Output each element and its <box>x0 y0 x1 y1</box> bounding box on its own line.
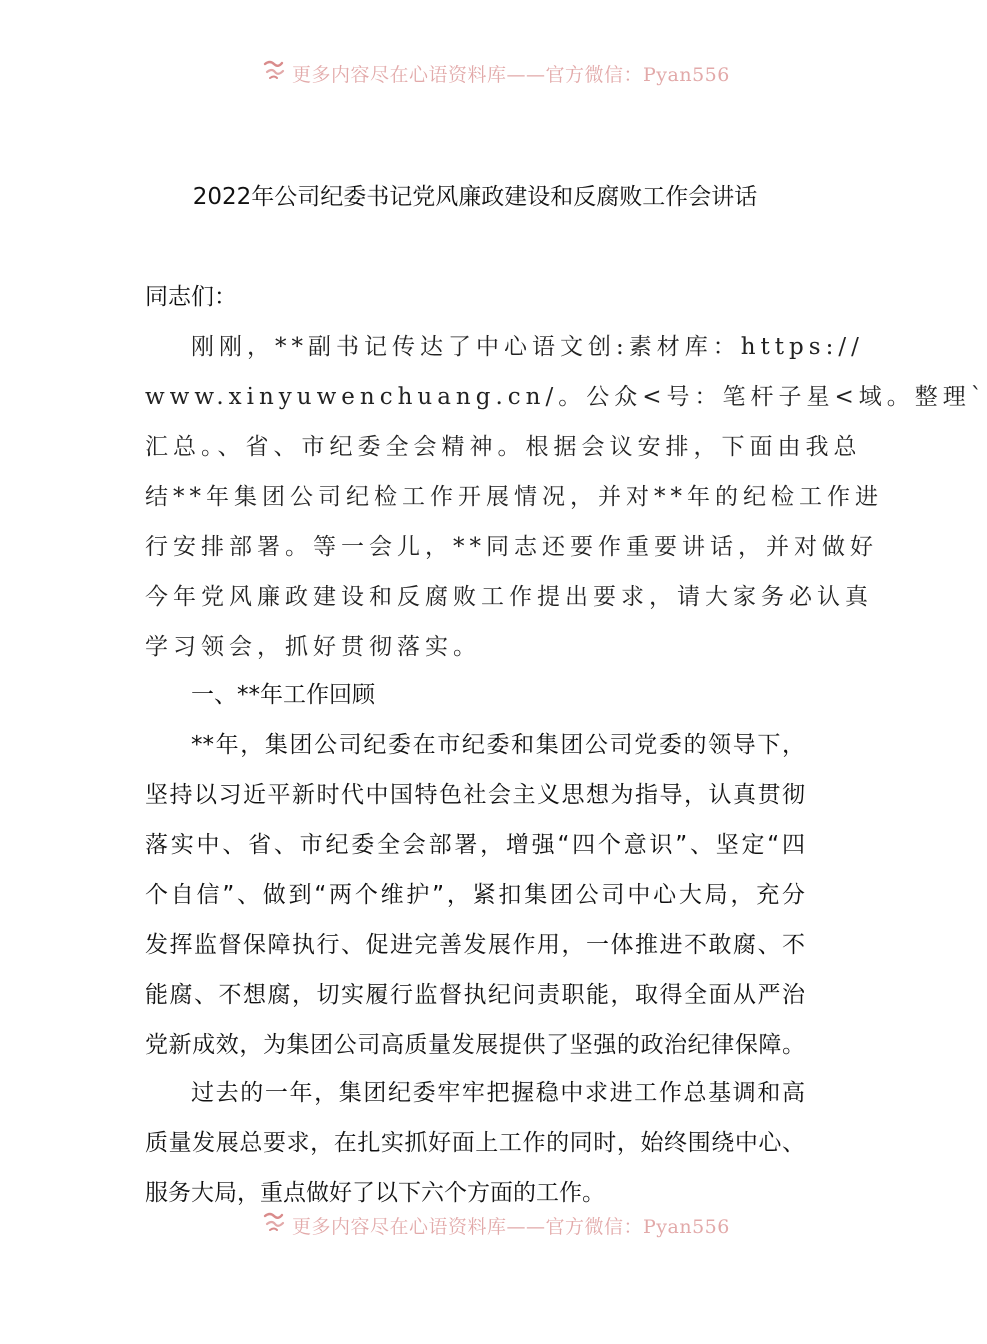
paragraph-line: 学习领会，抓好贯彻落实。 <box>145 634 481 660</box>
header-watermark <box>262 57 730 86</box>
brand-logo-icon <box>262 58 286 82</box>
paragraph-line: 能腐、不想腐，切实履行监督执纪问责职能，取得全面从严治 <box>145 982 805 1008</box>
paragraph-line: www.xinyuwenchuang.cn/。公众<号：笔杆子星<域。整理` <box>145 384 987 410</box>
paragraph-line: 今年党风廉政建设和反腐败工作提出要求，请大家务必认真 <box>145 584 873 610</box>
paragraph-line: 落实中、省、市纪委全会部署，增强“四个意识”、坚定“四 <box>145 832 805 858</box>
paragraph-line: 行安排部署。等一会儿，**同志还要作重要讲话，并对做好 <box>145 534 878 560</box>
paragraph-line: 个自信”、做到“两个维护”，紧扣集团公司中心大局，充分 <box>145 882 805 908</box>
paragraph-line: 过去的一年，集团纪委牢牢把握稳中求进工作总基调和高 <box>191 1080 805 1106</box>
paragraph-line: 发挥监督保障执行、促进完善发展作用，一体推进不敢腐、不 <box>145 932 805 958</box>
paragraph-line: 刚刚，**副书记传达了中心语文创:素材库：https:// <box>191 334 864 360</box>
document-title: 2022年公司纪委书记党风廉政建设和反腐败工作会讲话 <box>192 184 758 210</box>
brand-logo-icon <box>262 1210 286 1234</box>
paragraph-line: 坚持以习近平新时代中国特色社会主义思想为指导，认真贯彻 <box>145 782 805 808</box>
footer-watermark <box>262 1209 730 1238</box>
paragraph-line: 汇总。、省、市纪委全会精神。根据会议安排，下面由我总 <box>145 434 862 460</box>
paragraph-line: **年，集团公司纪委在市纪委和集团公司党委的领导下， <box>191 732 805 758</box>
paragraph-line: 服务大局，重点做好了以下六个方面的工作。 <box>145 1180 605 1206</box>
section-heading: 一、**年工作回顾 <box>191 682 375 708</box>
watermark-text: 更多内容尽在心语资料库——官方微信：Pyan556 <box>292 63 730 86</box>
paragraph-line: 质量发展总要求，在扎实抓好面上工作的同时，始终围绕中心、 <box>145 1130 805 1156</box>
watermark-text: 更多内容尽在心语资料库——官方微信：Pyan556 <box>292 1215 730 1238</box>
paragraph-line: 结**年集团公司纪检工作开展情况，并对**年的纪检工作进 <box>145 484 883 510</box>
paragraph-line: 党新成效，为集团公司高质量发展提供了坚强的政治纪律保障。 <box>145 1032 805 1058</box>
greeting: 同志们： <box>145 284 237 310</box>
